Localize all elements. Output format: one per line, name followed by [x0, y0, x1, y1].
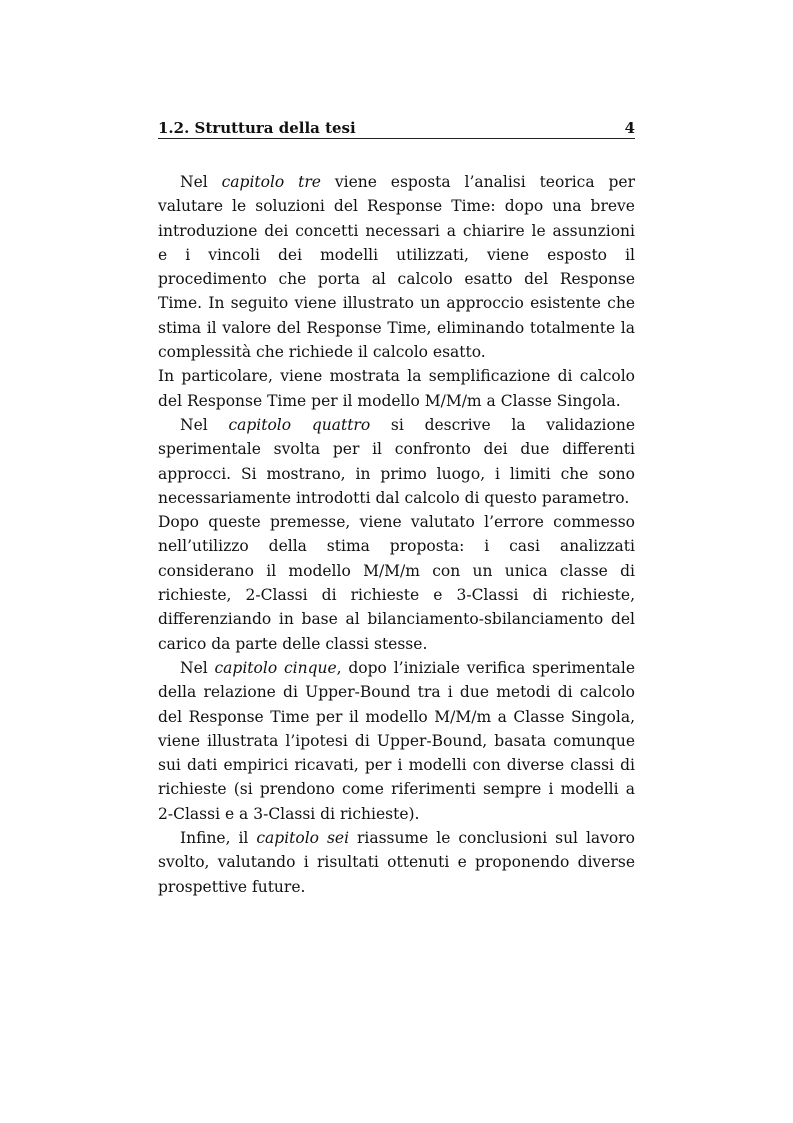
paragraph-text: Nel [180, 173, 222, 191]
paragraph-text: , dopo l’iniziale verifica sperimentale della relazione di Upper-Bound tra i due metodi di calcolo del Response Time per il modello M/M/m a Classe Singola, viene illustrata l’ipotesi di Upper-Bound, basata comunque sui dati empirici ricavati, per i modelli con diverse classi di richieste (si prendono come riferimenti sempre i modelli a 2-Classi e a 3-Classi di richieste). [158, 658, 635, 823]
paragraph-text: riassume le conclusioni sul lavoro svolto, valutando i risultati ottenuti e proponendo diverse prospettive future. [158, 829, 635, 896]
running-header [158, 118, 635, 139]
paragraph-text: Nel [180, 658, 215, 677]
paragraph-capitolo-quattro [158, 413, 635, 510]
paragraph-capitolo-cinque [158, 656, 635, 826]
paragraph-particolare: In particolare, viene mostrata la semplificazione di calcolo del Response Time per il modello M/M/m a Classe Singola. [158, 367, 635, 410]
page-number: 4 [624, 119, 635, 137]
paragraph-premesse: Dopo queste premesse, viene valutato l’errore commesso nell’utilizzo della stima proposta: i casi analizzati considerano il modello M/M/m con un unica classe di richieste, 2-Classi di richieste e 3-Classi di richieste, differenziando in base al bilanciamento-sbilanciamento del carico da parte delle classi stesse. [158, 513, 635, 653]
paragraph-capitolo-sei [158, 826, 635, 899]
chapter-reference: capitolo tre [221, 173, 321, 191]
paragraph-capitolo-tre [158, 170, 635, 364]
paragraph-text: viene esposta l’analisi teorica per valutare le soluzioni del Response Time: dopo una breve introduzione dei concetti necessari a chiarire le assunzioni e i vincoli dei modelli utilizzati, viene esposto il procedimento che porta al calcolo esatto del Response Time. In seguito viene illustrato un approccio esistente che stima il valore del Response Time, eliminando totalmente la complessità che richiede il calcolo esatto. [158, 173, 636, 362]
chapter-reference: capitolo quattro [228, 415, 371, 434]
paragraph-text: si descrive la validazione sperimentale svolta per il confronto dei due differenti approcci. Si mostrano, in primo luogo, i limiti che sono necessariamente introdotti dal calcolo di questo parametro. [158, 415, 635, 507]
chapter-reference: capitolo cinque [214, 658, 337, 677]
paragraph-text: Infine, il [180, 829, 257, 848]
section-title: 1.2. Struttura della tesi [158, 119, 356, 137]
paragraph-text: Nel [180, 415, 229, 434]
chapter-reference: capitolo sei [256, 829, 350, 848]
body-text [158, 170, 635, 899]
